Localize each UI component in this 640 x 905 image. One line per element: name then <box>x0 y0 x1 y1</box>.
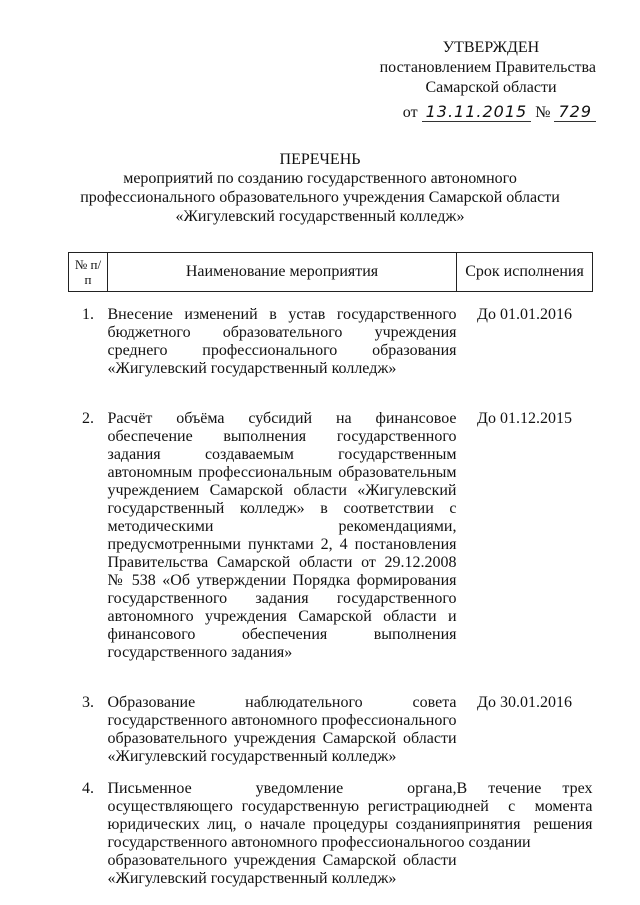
approval-heading: УТВЕРЖДЕН <box>442 39 540 56</box>
date-prefix: от <box>402 104 418 121</box>
approval-line-1: постановлением Правительства <box>379 59 596 76</box>
header-term: Срок исполнения <box>457 253 593 292</box>
handwritten-date: 13.11.2015 <box>422 102 532 122</box>
measures-table <box>68 252 593 888</box>
document-title <box>0 150 640 226</box>
table-header-row <box>69 253 593 292</box>
row-text: Письменное уведомление органа, осуществляющего государственную регистрацию юридических лиц, о начале процедуры создания государственного автономного профессионального образовательного учреждения Самарской области «Жигулевский государственный колледж» <box>107 780 457 887</box>
title-sub-1: мероприятий по созданию государственного автономного <box>123 170 517 187</box>
row-term: До 01.12.2015 <box>477 410 572 427</box>
row-num: 4. <box>82 780 94 797</box>
row-text: Расчёт объёма субсидий на финансовое обеспечение выполнения государственного задания создаваемым государственным автономным профессиональным образовательным учреждением Самарской области «Жигулевский государственный колледж» в соответствии с методическими рекомендациями, предусмотренными пунктами 2, 4 постановления Правительства Самарской области от 29.12.2008 № 538 «Об утверждении Порядка формирования государственного задания государственного автономного учреждения Самарской области и финансового обеспечения выполнения государственного задания» <box>107 410 457 661</box>
table-row <box>69 410 593 662</box>
table-row <box>69 780 593 888</box>
table-row <box>69 306 593 378</box>
row-term: В течение трех дней с момента принятия решения о создании <box>456 780 593 851</box>
handwritten-number: 729 <box>554 102 596 122</box>
row-text: Внесение изменений в устав государственного бюджетного образовательного учреждения среднего профессионального образования «Жигулевский государственный колледж» <box>107 306 457 377</box>
approval-date-line <box>336 102 596 123</box>
row-num: 1. <box>82 306 94 323</box>
header-num: № п/п <box>69 253 108 292</box>
number-prefix: № <box>535 104 551 121</box>
row-text: Образование наблюдательного совета государственного автономного профессионального образовательного учреждения Самарской области «Жигулевский государственный колледж» <box>107 694 457 765</box>
table-row <box>69 694 593 766</box>
row-term: До 30.01.2016 <box>477 694 572 711</box>
header-name: Наименование мероприятия <box>108 253 457 292</box>
approval-line-2: Самарской области <box>425 79 557 96</box>
approval-block <box>336 38 596 123</box>
title-main: ПЕРЕЧЕНЬ <box>279 151 361 168</box>
row-num: 3. <box>82 694 94 711</box>
title-sub-3: «Жигулевский государственный колледж» <box>175 208 465 225</box>
row-term: До 01.01.2016 <box>477 306 572 323</box>
row-num: 2. <box>82 410 94 427</box>
title-sub-2: профессионального образовательного учреждения Самарской области <box>80 189 560 206</box>
